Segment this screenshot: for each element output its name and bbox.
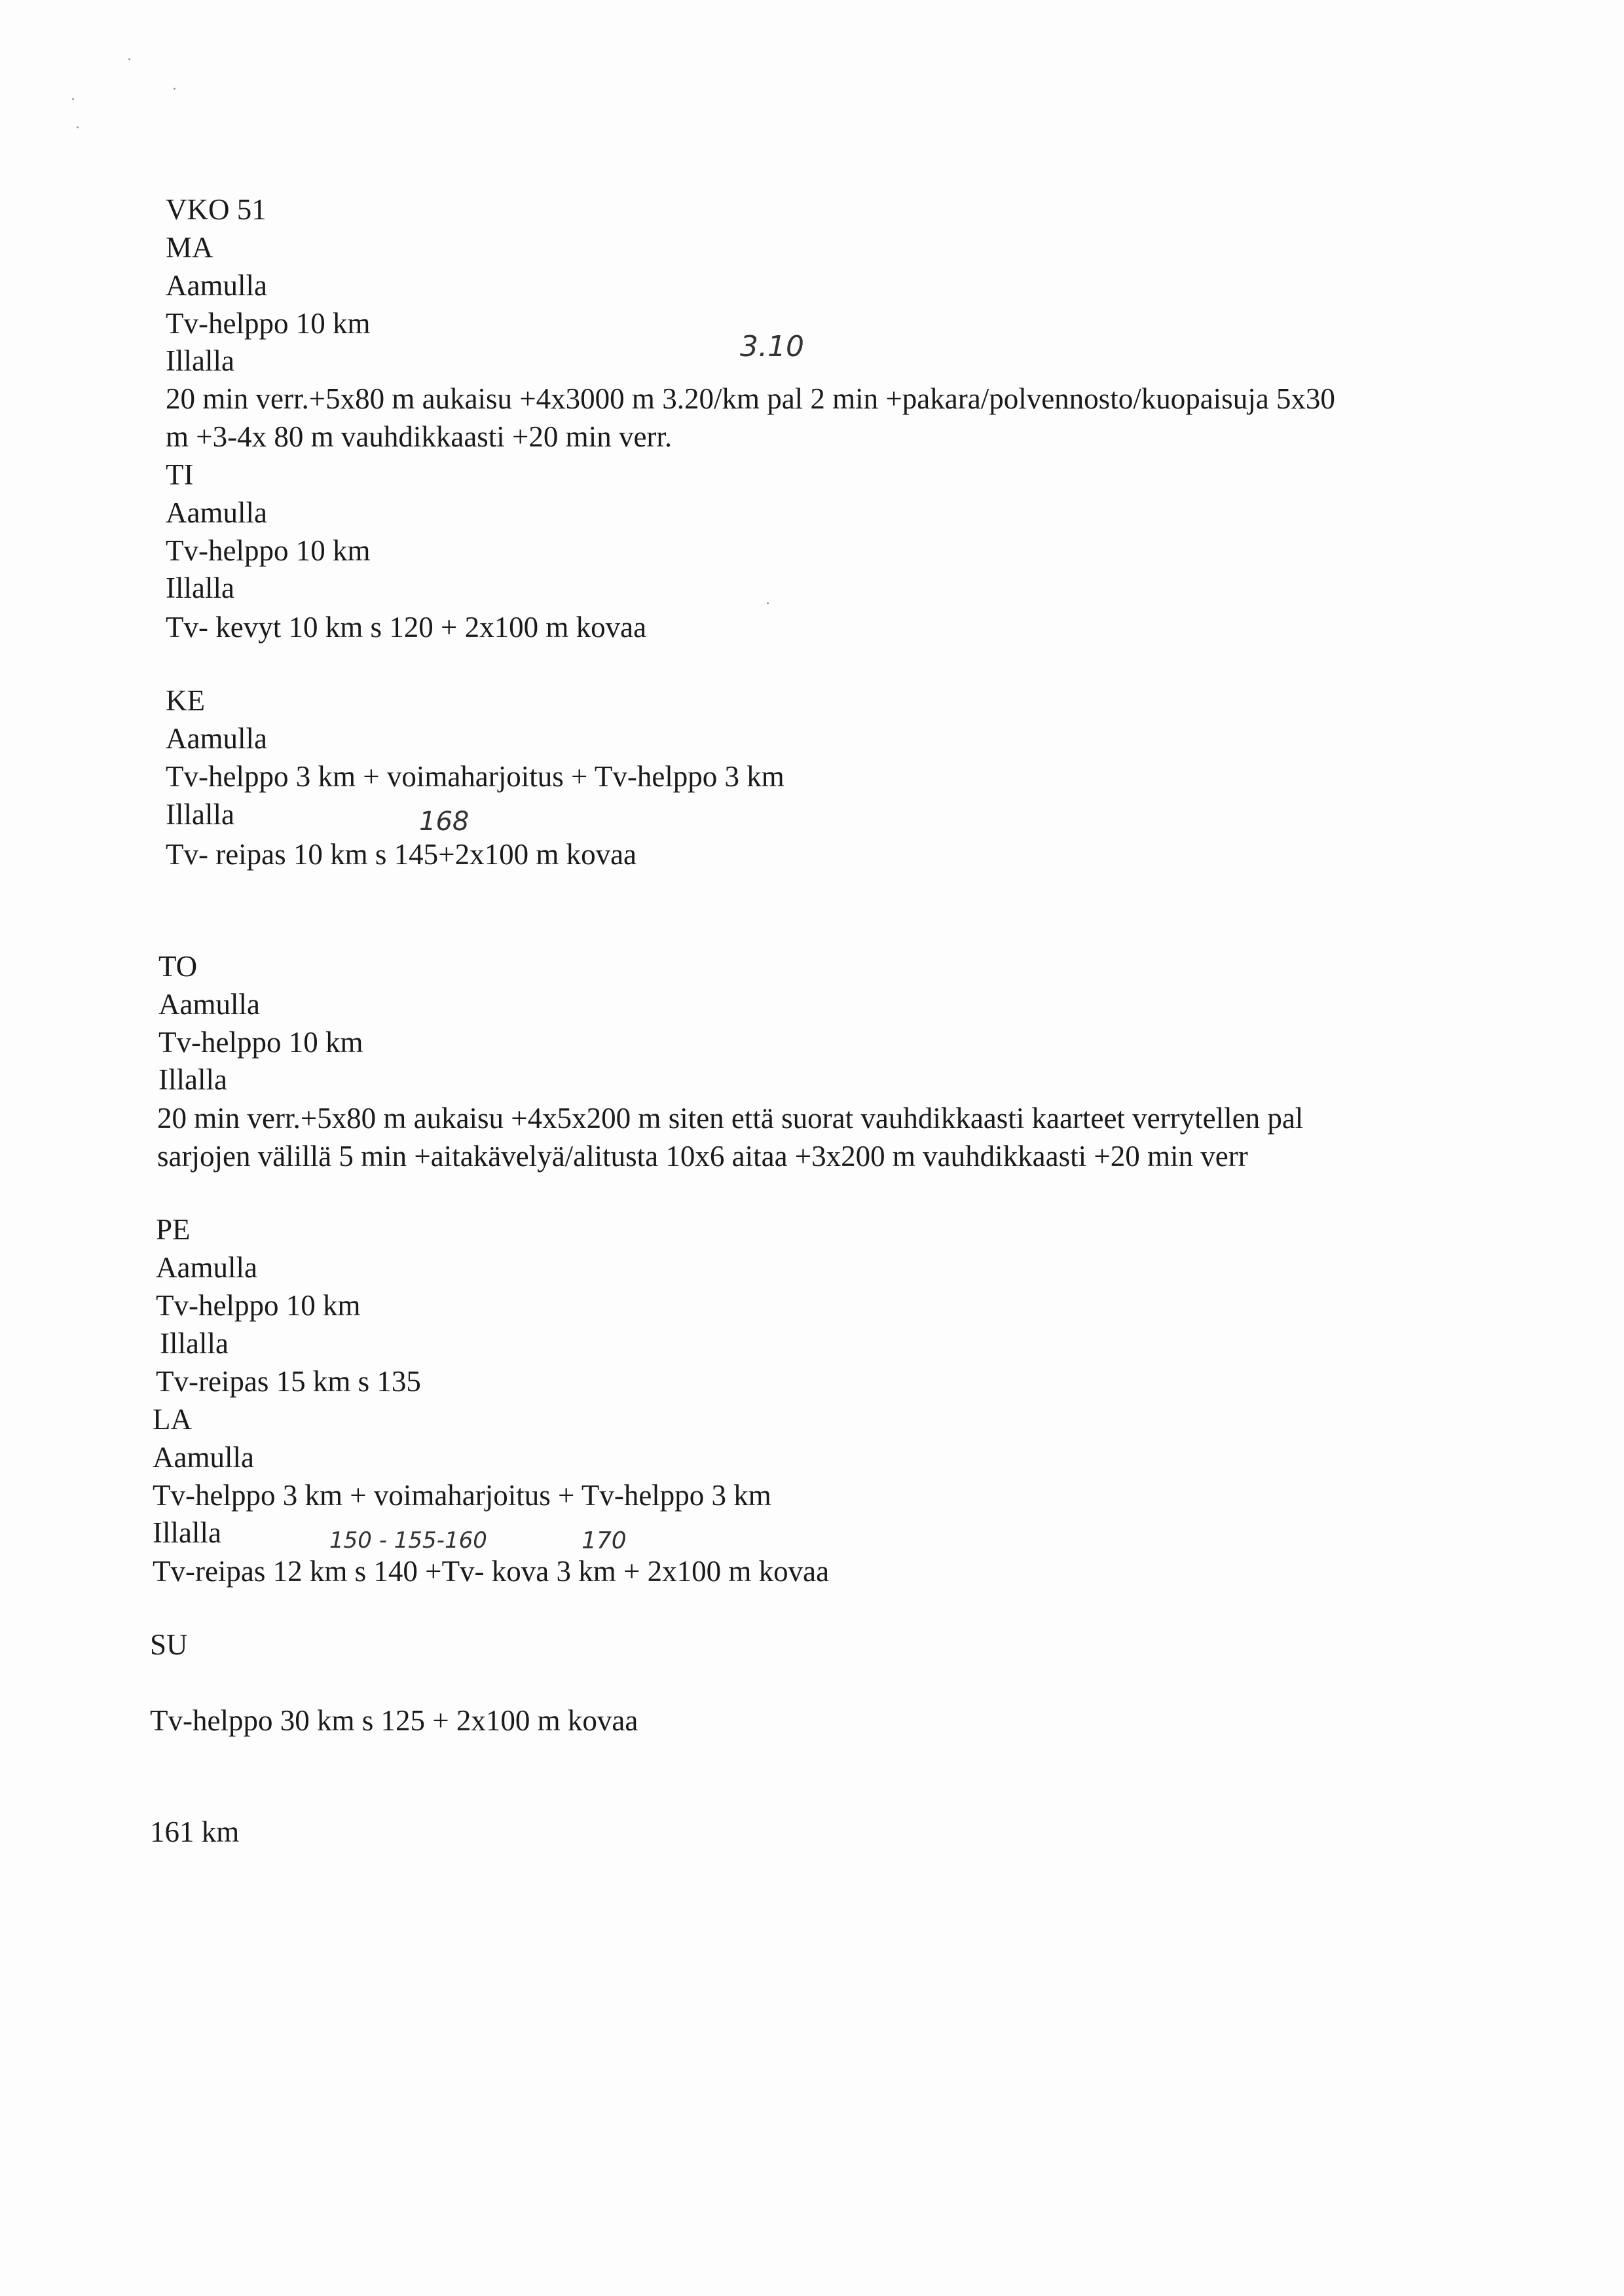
ma-evening-line2: m +3-4x 80 m vauhdikkaasti +20 min verr. <box>166 420 673 453</box>
ti-morning-text: Tv-helppo 10 km <box>166 534 371 567</box>
scan-speck <box>767 602 769 604</box>
scan-speck <box>72 98 74 100</box>
ma-evening-line1: 20 min verr.+5x80 m aukaisu +4x3000 m 3.20/km pal 2 min +pakara/polvennosto/kuopaisuja 5x30 <box>166 382 1335 415</box>
ma-morning-label: Aamulla <box>166 269 267 302</box>
ti-morning-label: Aamulla <box>166 496 267 529</box>
day-la: LA <box>153 1403 192 1436</box>
ma-morning-text: Tv-helppo 10 km <box>166 307 371 340</box>
to-morning-text: Tv-helppo 10 km <box>158 1026 363 1059</box>
ti-evening-text: Tv- kevyt 10 km s 120 + 2x100 m kovaa <box>166 611 647 644</box>
to-morning-label: Aamulla <box>158 988 260 1021</box>
ma-handwritten-pace: 3.10 <box>740 330 804 363</box>
scan-speck <box>128 58 130 60</box>
ke-evening-label: Illalla <box>166 798 234 831</box>
to-evening-line2: sarjojen välillä 5 min +aitakävelyä/alitusta 10x6 aitaa +3x200 m vauhdikkaasti +20 min verr <box>157 1140 1248 1173</box>
la-evening-label: Illalla <box>153 1516 221 1549</box>
ke-morning-label: Aamulla <box>166 722 267 755</box>
week-title: VKO 51 <box>166 193 267 226</box>
la-handwritten-hr1: 150 - 155-160 <box>329 1527 487 1554</box>
ke-evening-text: Tv- reipas 10 km s 145+2x100 m kovaa <box>166 838 637 871</box>
ti-evening-label: Illalla <box>166 572 234 604</box>
day-ti: TI <box>166 458 194 491</box>
day-su: SU <box>150 1628 188 1661</box>
week-total: 161 km <box>150 1815 240 1848</box>
la-handwritten-hr2: 170 <box>581 1527 627 1554</box>
ke-handwritten-hr: 168 <box>419 807 470 837</box>
to-evening-line1: 20 min verr.+5x80 m aukaisu +4x5x200 m siten että suorat vauhdikkaasti kaarteet verrytellen pal <box>157 1102 1304 1135</box>
la-morning-label: Aamulla <box>153 1441 254 1474</box>
pe-morning-text: Tv-helppo 10 km <box>156 1289 361 1322</box>
la-evening-text: Tv-reipas 12 km s 140 +Tv- kova 3 km + 2x100 m kovaa <box>153 1555 830 1588</box>
su-text: Tv-helppo 30 km s 125 + 2x100 m kovaa <box>150 1704 638 1737</box>
ke-morning-text: Tv-helppo 3 km + voimaharjoitus + Tv-helppo 3 km <box>166 760 784 793</box>
day-to: TO <box>158 950 198 983</box>
pe-evening-label: Illalla <box>160 1327 229 1360</box>
day-pe: PE <box>156 1213 191 1246</box>
ma-evening-label: Illalla <box>166 344 234 377</box>
pe-morning-label: Aamulla <box>156 1251 257 1284</box>
day-ma: MA <box>166 231 213 264</box>
day-ke: KE <box>166 684 205 717</box>
scan-speck <box>174 88 175 90</box>
la-morning-text: Tv-helppo 3 km + voimaharjoitus + Tv-helppo 3 km <box>153 1479 771 1512</box>
pe-evening-text: Tv-reipas 15 km s 135 <box>156 1365 421 1398</box>
scan-speck <box>77 126 79 128</box>
to-evening-label: Illalla <box>158 1063 227 1096</box>
